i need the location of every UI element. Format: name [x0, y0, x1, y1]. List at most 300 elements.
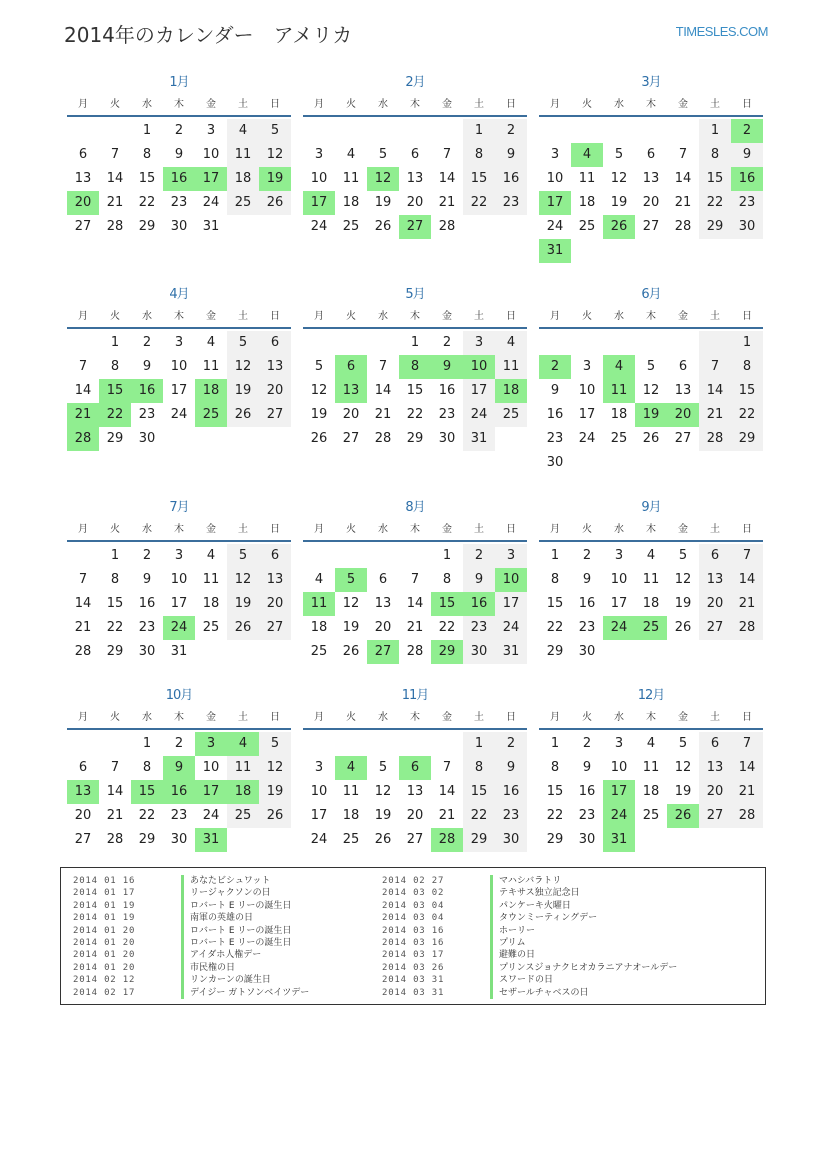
- day-cell[interactable]: 21: [438, 195, 456, 210]
- day-cell[interactable]: 8: [731, 355, 763, 379]
- day-cell[interactable]: 16: [495, 780, 527, 804]
- day-cell[interactable]: 16: [578, 596, 596, 611]
- day-cell[interactable]: 28: [74, 644, 92, 659]
- holiday-day-cell[interactable]: 25: [635, 616, 667, 640]
- day-cell[interactable]: 30: [731, 215, 763, 239]
- day-cell[interactable]: 29: [406, 431, 424, 446]
- day-cell[interactable]: 29: [546, 832, 564, 847]
- day-cell[interactable]: 19: [374, 808, 392, 823]
- day-cell[interactable]: 28: [731, 804, 763, 828]
- day-cell[interactable]: 22: [731, 403, 763, 427]
- day-cell[interactable]: 13: [642, 171, 660, 186]
- day-cell[interactable]: 22: [138, 808, 156, 823]
- day-cell[interactable]: 16: [438, 383, 456, 398]
- day-cell[interactable]: 26: [374, 219, 392, 234]
- day-cell[interactable]: 10: [170, 572, 188, 587]
- day-cell[interactable]: 29: [463, 828, 495, 852]
- day-cell[interactable]: 1: [142, 736, 152, 751]
- day-cell[interactable]: 10: [202, 760, 220, 775]
- day-cell[interactable]: 14: [699, 379, 731, 403]
- day-cell[interactable]: 4: [495, 331, 527, 355]
- day-cell[interactable]: 24: [170, 407, 188, 422]
- day-cell[interactable]: 4: [646, 548, 656, 563]
- day-cell[interactable]: 23: [138, 620, 156, 635]
- day-cell[interactable]: 1: [110, 548, 120, 563]
- day-cell[interactable]: 23: [170, 195, 188, 210]
- day-cell[interactable]: 23: [546, 431, 564, 446]
- holiday-day-cell[interactable]: 6: [399, 756, 431, 780]
- day-cell[interactable]: 24: [310, 832, 328, 847]
- day-cell[interactable]: 7: [731, 732, 763, 756]
- day-cell[interactable]: 22: [438, 620, 456, 635]
- day-cell[interactable]: 2: [174, 123, 184, 138]
- holiday-day-cell[interactable]: 20: [67, 191, 99, 215]
- day-cell[interactable]: 21: [406, 620, 424, 635]
- day-cell[interactable]: 7: [442, 760, 452, 775]
- holiday-day-cell[interactable]: 31: [539, 239, 571, 263]
- holiday-day-cell[interactable]: 16: [163, 167, 195, 191]
- day-cell[interactable]: 14: [406, 596, 424, 611]
- day-cell[interactable]: 1: [463, 119, 495, 143]
- day-cell[interactable]: 1: [699, 119, 731, 143]
- day-cell[interactable]: 16: [578, 784, 596, 799]
- holiday-day-cell[interactable]: 22: [99, 403, 131, 427]
- holiday-day-cell[interactable]: 9: [431, 355, 463, 379]
- day-cell[interactable]: 2: [442, 335, 452, 350]
- day-cell[interactable]: 11: [342, 784, 360, 799]
- day-cell[interactable]: 20: [406, 808, 424, 823]
- day-cell[interactable]: 8: [463, 756, 495, 780]
- day-cell[interactable]: 21: [731, 592, 763, 616]
- day-cell[interactable]: 11: [227, 756, 259, 780]
- day-cell[interactable]: 27: [406, 832, 424, 847]
- holiday-day-cell[interactable]: 4: [227, 732, 259, 756]
- holiday-day-cell[interactable]: 24: [603, 616, 635, 640]
- day-cell[interactable]: 11: [578, 171, 596, 186]
- day-cell[interactable]: 31: [463, 427, 495, 451]
- day-cell[interactable]: 20: [74, 808, 92, 823]
- day-cell[interactable]: 5: [259, 732, 291, 756]
- day-cell[interactable]: 22: [463, 804, 495, 828]
- day-cell[interactable]: 21: [374, 407, 392, 422]
- day-cell[interactable]: 12: [642, 383, 660, 398]
- day-cell[interactable]: 2: [495, 119, 527, 143]
- day-cell[interactable]: 5: [378, 760, 388, 775]
- day-cell[interactable]: 10: [310, 784, 328, 799]
- holiday-day-cell[interactable]: 3: [195, 732, 227, 756]
- day-cell[interactable]: 15: [546, 596, 564, 611]
- day-cell[interactable]: 4: [227, 119, 259, 143]
- day-cell[interactable]: 19: [374, 195, 392, 210]
- day-cell[interactable]: 28: [106, 219, 124, 234]
- day-cell[interactable]: 18: [227, 167, 259, 191]
- day-cell[interactable]: 21: [106, 808, 124, 823]
- day-cell[interactable]: 1: [142, 123, 152, 138]
- day-cell[interactable]: 5: [678, 736, 688, 751]
- holiday-day-cell[interactable]: 6: [335, 355, 367, 379]
- day-cell[interactable]: 20: [259, 592, 291, 616]
- day-cell[interactable]: 5: [227, 331, 259, 355]
- day-cell[interactable]: 10: [610, 572, 628, 587]
- day-cell[interactable]: 27: [74, 832, 92, 847]
- holiday-day-cell[interactable]: 12: [367, 167, 399, 191]
- day-cell[interactable]: 4: [646, 736, 656, 751]
- day-cell[interactable]: 18: [642, 596, 660, 611]
- day-cell[interactable]: 25: [495, 403, 527, 427]
- day-cell[interactable]: 27: [674, 431, 692, 446]
- day-cell[interactable]: 10: [170, 359, 188, 374]
- day-cell[interactable]: 12: [674, 760, 692, 775]
- day-cell[interactable]: 13: [74, 171, 92, 186]
- day-cell[interactable]: 2: [174, 736, 184, 751]
- day-cell[interactable]: 23: [438, 407, 456, 422]
- day-cell[interactable]: 25: [342, 219, 360, 234]
- day-cell[interactable]: 6: [78, 760, 88, 775]
- holiday-day-cell[interactable]: 10: [463, 355, 495, 379]
- day-cell[interactable]: 29: [546, 644, 564, 659]
- day-cell[interactable]: 13: [406, 784, 424, 799]
- day-cell[interactable]: 14: [438, 171, 456, 186]
- day-cell[interactable]: 21: [74, 620, 92, 635]
- day-cell[interactable]: 12: [610, 171, 628, 186]
- holiday-day-cell[interactable]: 18: [495, 379, 527, 403]
- day-cell[interactable]: 25: [610, 431, 628, 446]
- day-cell[interactable]: 30: [578, 644, 596, 659]
- day-cell[interactable]: 9: [495, 143, 527, 167]
- holiday-day-cell[interactable]: 9: [163, 756, 195, 780]
- day-cell[interactable]: 8: [463, 143, 495, 167]
- day-cell[interactable]: 7: [78, 572, 88, 587]
- day-cell[interactable]: 1: [550, 736, 560, 751]
- day-cell[interactable]: 22: [106, 620, 124, 635]
- holiday-day-cell[interactable]: 26: [603, 215, 635, 239]
- day-cell[interactable]: 19: [259, 780, 291, 804]
- day-cell[interactable]: 23: [138, 407, 156, 422]
- day-cell[interactable]: 26: [227, 403, 259, 427]
- day-cell[interactable]: 11: [202, 572, 220, 587]
- day-cell[interactable]: 26: [374, 832, 392, 847]
- holiday-day-cell[interactable]: 10: [495, 568, 527, 592]
- holiday-day-cell[interactable]: 20: [667, 403, 699, 427]
- day-cell[interactable]: 30: [138, 644, 156, 659]
- holiday-day-cell[interactable]: 15: [99, 379, 131, 403]
- holiday-day-cell[interactable]: 11: [303, 592, 335, 616]
- day-cell[interactable]: 30: [495, 828, 527, 852]
- day-cell[interactable]: 3: [495, 544, 527, 568]
- holiday-day-cell[interactable]: 8: [399, 355, 431, 379]
- day-cell[interactable]: 5: [259, 119, 291, 143]
- day-cell[interactable]: 26: [674, 620, 692, 635]
- day-cell[interactable]: 18: [342, 195, 360, 210]
- brand-logo[interactable]: TIMESLES.COM: [675, 24, 768, 39]
- day-cell[interactable]: 20: [342, 407, 360, 422]
- day-cell[interactable]: 6: [78, 147, 88, 162]
- day-cell[interactable]: 26: [259, 191, 291, 215]
- holiday-day-cell[interactable]: 17: [603, 780, 635, 804]
- day-cell[interactable]: 8: [550, 572, 560, 587]
- day-cell[interactable]: 15: [463, 167, 495, 191]
- day-cell[interactable]: 17: [463, 379, 495, 403]
- day-cell[interactable]: 7: [110, 760, 120, 775]
- day-cell[interactable]: 23: [495, 191, 527, 215]
- day-cell[interactable]: 25: [578, 219, 596, 234]
- day-cell[interactable]: 13: [406, 171, 424, 186]
- holiday-day-cell[interactable]: 17: [195, 780, 227, 804]
- holiday-day-cell[interactable]: 17: [539, 191, 571, 215]
- day-cell[interactable]: 27: [699, 616, 731, 640]
- day-cell[interactable]: 28: [438, 219, 456, 234]
- day-cell[interactable]: 9: [174, 147, 184, 162]
- day-cell[interactable]: 8: [550, 760, 560, 775]
- day-cell[interactable]: 9: [582, 760, 592, 775]
- holiday-day-cell[interactable]: 19: [635, 403, 667, 427]
- day-cell[interactable]: 21: [438, 808, 456, 823]
- day-cell[interactable]: 23: [463, 616, 495, 640]
- day-cell[interactable]: 23: [578, 620, 596, 635]
- day-cell[interactable]: 1: [410, 335, 420, 350]
- day-cell[interactable]: 15: [546, 784, 564, 799]
- day-cell[interactable]: 27: [342, 431, 360, 446]
- day-cell[interactable]: 24: [578, 431, 596, 446]
- holiday-day-cell[interactable]: 11: [603, 379, 635, 403]
- holiday-day-cell[interactable]: 26: [667, 804, 699, 828]
- day-cell[interactable]: 15: [138, 171, 156, 186]
- day-cell[interactable]: 30: [170, 832, 188, 847]
- holiday-day-cell[interactable]: 2: [731, 119, 763, 143]
- day-cell[interactable]: 29: [138, 219, 156, 234]
- day-cell[interactable]: 7: [699, 355, 731, 379]
- holiday-day-cell[interactable]: 18: [227, 780, 259, 804]
- day-cell[interactable]: 20: [374, 620, 392, 635]
- day-cell[interactable]: 10: [310, 171, 328, 186]
- day-cell[interactable]: 19: [227, 592, 259, 616]
- day-cell[interactable]: 24: [495, 616, 527, 640]
- day-cell[interactable]: 6: [699, 544, 731, 568]
- day-cell[interactable]: 28: [674, 219, 692, 234]
- day-cell[interactable]: 19: [610, 195, 628, 210]
- day-cell[interactable]: 7: [110, 147, 120, 162]
- day-cell[interactable]: 13: [259, 355, 291, 379]
- day-cell[interactable]: 18: [202, 596, 220, 611]
- day-cell[interactable]: 17: [578, 407, 596, 422]
- day-cell[interactable]: 29: [106, 431, 124, 446]
- day-cell[interactable]: 11: [642, 760, 660, 775]
- day-cell[interactable]: 16: [546, 407, 564, 422]
- day-cell[interactable]: 23: [170, 808, 188, 823]
- day-cell[interactable]: 20: [642, 195, 660, 210]
- day-cell[interactable]: 23: [578, 808, 596, 823]
- day-cell[interactable]: 20: [406, 195, 424, 210]
- day-cell[interactable]: 24: [463, 403, 495, 427]
- day-cell[interactable]: 17: [495, 592, 527, 616]
- day-cell[interactable]: 10: [610, 760, 628, 775]
- day-cell[interactable]: 3: [206, 123, 216, 138]
- day-cell[interactable]: 1: [442, 548, 452, 563]
- day-cell[interactable]: 21: [699, 403, 731, 427]
- holiday-day-cell[interactable]: 28: [431, 828, 463, 852]
- day-cell[interactable]: 2: [495, 732, 527, 756]
- day-cell[interactable]: 5: [646, 359, 656, 374]
- day-cell[interactable]: 23: [731, 191, 763, 215]
- day-cell[interactable]: 12: [674, 572, 692, 587]
- day-cell[interactable]: 9: [550, 383, 560, 398]
- day-cell[interactable]: 16: [495, 167, 527, 191]
- day-cell[interactable]: 3: [314, 760, 324, 775]
- day-cell[interactable]: 12: [259, 756, 291, 780]
- day-cell[interactable]: 22: [463, 191, 495, 215]
- day-cell[interactable]: 1: [463, 732, 495, 756]
- holiday-day-cell[interactable]: 16: [163, 780, 195, 804]
- day-cell[interactable]: 25: [227, 191, 259, 215]
- holiday-day-cell[interactable]: 4: [335, 756, 367, 780]
- day-cell[interactable]: 15: [406, 383, 424, 398]
- day-cell[interactable]: 18: [578, 195, 596, 210]
- day-cell[interactable]: 31: [202, 219, 220, 234]
- day-cell[interactable]: 4: [206, 335, 216, 350]
- day-cell[interactable]: 28: [374, 431, 392, 446]
- day-cell[interactable]: 19: [227, 379, 259, 403]
- day-cell[interactable]: 3: [550, 147, 560, 162]
- day-cell[interactable]: 21: [106, 195, 124, 210]
- day-cell[interactable]: 7: [731, 544, 763, 568]
- day-cell[interactable]: 18: [610, 407, 628, 422]
- day-cell[interactable]: 13: [674, 383, 692, 398]
- day-cell[interactable]: 6: [410, 147, 420, 162]
- day-cell[interactable]: 8: [699, 143, 731, 167]
- day-cell[interactable]: 28: [699, 427, 731, 451]
- holiday-day-cell[interactable]: 24: [603, 804, 635, 828]
- day-cell[interactable]: 30: [578, 832, 596, 847]
- day-cell[interactable]: 22: [699, 191, 731, 215]
- holiday-day-cell[interactable]: 13: [335, 379, 367, 403]
- day-cell[interactable]: 3: [614, 548, 624, 563]
- day-cell[interactable]: 25: [342, 832, 360, 847]
- day-cell[interactable]: 4: [206, 548, 216, 563]
- day-cell[interactable]: 29: [731, 427, 763, 451]
- day-cell[interactable]: 26: [310, 431, 328, 446]
- day-cell[interactable]: 26: [642, 431, 660, 446]
- holiday-day-cell[interactable]: 17: [195, 167, 227, 191]
- day-cell[interactable]: 13: [699, 756, 731, 780]
- holiday-day-cell[interactable]: 15: [431, 592, 463, 616]
- holiday-day-cell[interactable]: 16: [463, 592, 495, 616]
- day-cell[interactable]: 30: [546, 455, 564, 470]
- day-cell[interactable]: 17: [170, 383, 188, 398]
- holiday-day-cell[interactable]: 2: [539, 355, 571, 379]
- day-cell[interactable]: 2: [463, 544, 495, 568]
- day-cell[interactable]: 14: [74, 596, 92, 611]
- day-cell[interactable]: 24: [546, 219, 564, 234]
- day-cell[interactable]: 2: [582, 736, 592, 751]
- holiday-day-cell[interactable]: 24: [163, 616, 195, 640]
- day-cell[interactable]: 11: [495, 355, 527, 379]
- day-cell[interactable]: 5: [378, 147, 388, 162]
- holiday-day-cell[interactable]: 18: [195, 379, 227, 403]
- day-cell[interactable]: 27: [642, 219, 660, 234]
- day-cell[interactable]: 29: [138, 832, 156, 847]
- day-cell[interactable]: 24: [202, 808, 220, 823]
- day-cell[interactable]: 14: [106, 171, 124, 186]
- day-cell[interactable]: 25: [227, 804, 259, 828]
- day-cell[interactable]: 11: [342, 171, 360, 186]
- day-cell[interactable]: 13: [374, 596, 392, 611]
- day-cell[interactable]: 2: [142, 548, 152, 563]
- day-cell[interactable]: 8: [442, 572, 452, 587]
- day-cell[interactable]: 5: [678, 548, 688, 563]
- day-cell[interactable]: 10: [578, 383, 596, 398]
- day-cell[interactable]: 30: [170, 219, 188, 234]
- day-cell[interactable]: 12: [310, 383, 328, 398]
- day-cell[interactable]: 25: [310, 644, 328, 659]
- day-cell[interactable]: 1: [110, 335, 120, 350]
- day-cell[interactable]: 6: [699, 732, 731, 756]
- day-cell[interactable]: 11: [202, 359, 220, 374]
- day-cell[interactable]: 21: [731, 780, 763, 804]
- day-cell[interactable]: 15: [106, 596, 124, 611]
- day-cell[interactable]: 8: [110, 572, 120, 587]
- holiday-day-cell[interactable]: 13: [67, 780, 99, 804]
- holiday-day-cell[interactable]: 27: [399, 215, 431, 239]
- day-cell[interactable]: 8: [142, 760, 152, 775]
- day-cell[interactable]: 14: [731, 756, 763, 780]
- day-cell[interactable]: 14: [74, 383, 92, 398]
- day-cell[interactable]: 8: [110, 359, 120, 374]
- holiday-day-cell[interactable]: 4: [603, 355, 635, 379]
- day-cell[interactable]: 28: [731, 616, 763, 640]
- day-cell[interactable]: 15: [699, 167, 731, 191]
- day-cell[interactable]: 20: [699, 780, 731, 804]
- day-cell[interactable]: 18: [642, 784, 660, 799]
- day-cell[interactable]: 3: [174, 335, 184, 350]
- day-cell[interactable]: 21: [674, 195, 692, 210]
- day-cell[interactable]: 29: [106, 644, 124, 659]
- day-cell[interactable]: 6: [678, 359, 688, 374]
- holiday-day-cell[interactable]: 19: [259, 167, 291, 191]
- day-cell[interactable]: 30: [463, 640, 495, 664]
- day-cell[interactable]: 30: [138, 431, 156, 446]
- day-cell[interactable]: 2: [142, 335, 152, 350]
- day-cell[interactable]: 9: [142, 359, 152, 374]
- day-cell[interactable]: 14: [374, 383, 392, 398]
- day-cell[interactable]: 14: [438, 784, 456, 799]
- day-cell[interactable]: 4: [346, 147, 356, 162]
- day-cell[interactable]: 6: [259, 544, 291, 568]
- day-cell[interactable]: 6: [646, 147, 656, 162]
- day-cell[interactable]: 24: [202, 195, 220, 210]
- holiday-day-cell[interactable]: 25: [195, 403, 227, 427]
- day-cell[interactable]: 31: [170, 644, 188, 659]
- holiday-day-cell[interactable]: 27: [367, 640, 399, 664]
- day-cell[interactable]: 26: [259, 804, 291, 828]
- day-cell[interactable]: 9: [582, 572, 592, 587]
- day-cell[interactable]: 7: [410, 572, 420, 587]
- day-cell[interactable]: 15: [731, 379, 763, 403]
- day-cell[interactable]: 22: [138, 195, 156, 210]
- day-cell[interactable]: 5: [614, 147, 624, 162]
- day-cell[interactable]: 12: [374, 784, 392, 799]
- day-cell[interactable]: 1: [550, 548, 560, 563]
- day-cell[interactable]: 27: [259, 616, 291, 640]
- day-cell[interactable]: 22: [406, 407, 424, 422]
- day-cell[interactable]: 19: [674, 784, 692, 799]
- day-cell[interactable]: 14: [731, 568, 763, 592]
- holiday-day-cell[interactable]: 17: [303, 191, 335, 215]
- day-cell[interactable]: 10: [546, 171, 564, 186]
- day-cell[interactable]: 3: [174, 548, 184, 563]
- day-cell[interactable]: 12: [259, 143, 291, 167]
- day-cell[interactable]: 3: [314, 147, 324, 162]
- day-cell[interactable]: 22: [546, 620, 564, 635]
